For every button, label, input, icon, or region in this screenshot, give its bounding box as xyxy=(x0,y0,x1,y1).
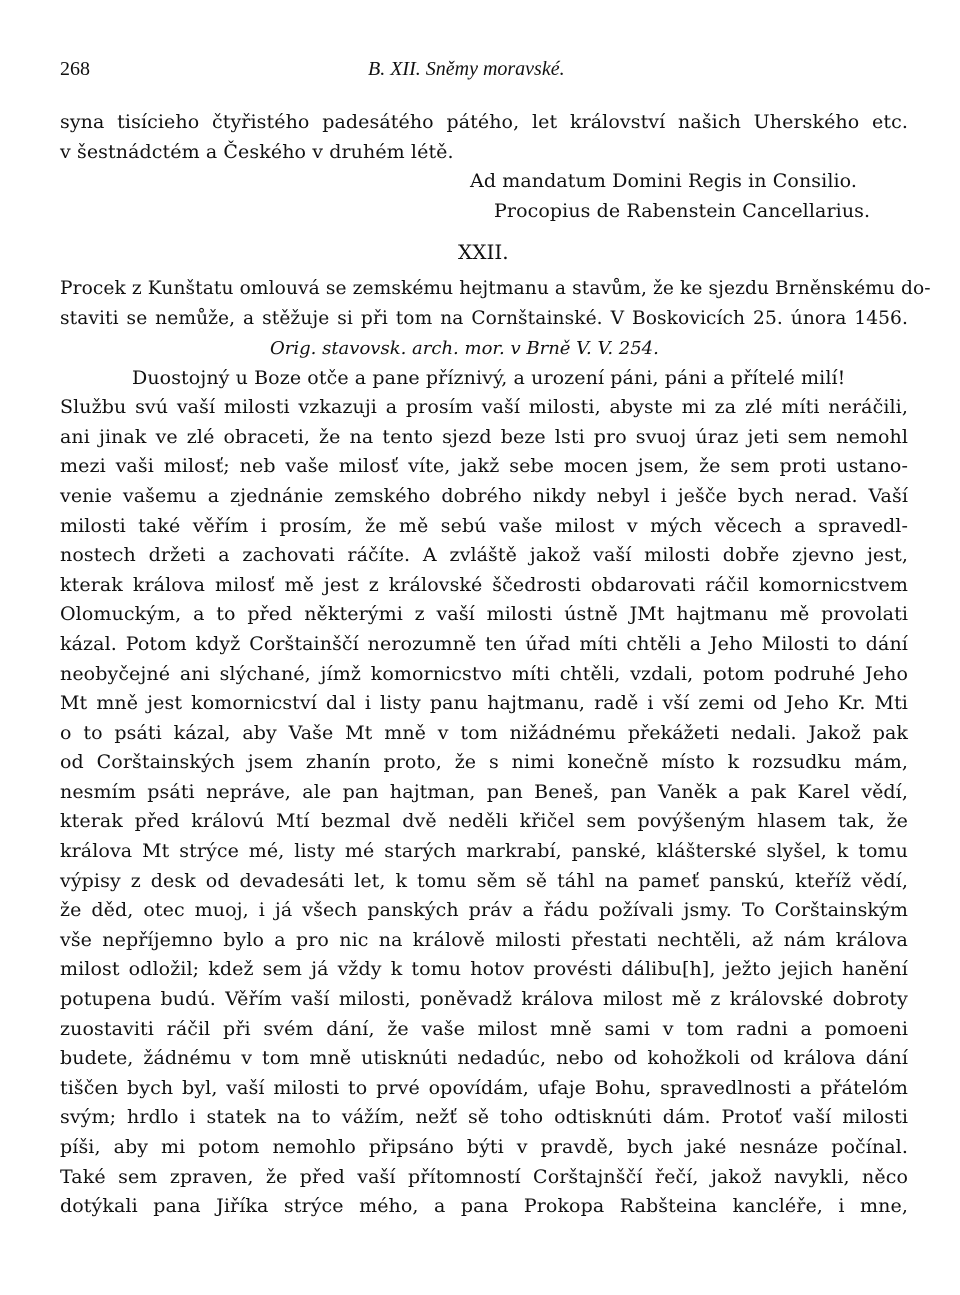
document-number: XXII. xyxy=(458,240,509,265)
text-line: svým; hrdlo i statek na to vážím, nežť sě toho odtisknúti dám. Protoť vaší milosti xyxy=(60,1106,908,1129)
text-line: o to psáti kázal, aby Vaše Mt mně v tom nižádnému překážeti nedali. Jakož pak xyxy=(60,721,908,744)
text-line: budete, žádnému v tom mně utisknúti nedadúc, nebo od kohožkoli od králova dání xyxy=(60,1047,908,1070)
text-line: venie vašemu a zjednánie zemského dobrého nikdy nebyl i ješče bych nerad. Vaší xyxy=(60,484,908,507)
source-citation: Orig. stavovsk. arch. mor. v Brně V. V. 254. xyxy=(270,337,659,359)
text-line: píši, aby mi potom nemohlo připsáno býti v pravdě, bych jaké nesnáze počínal. xyxy=(60,1136,908,1158)
signature-line: Ad mandatum Domini Regis in Consilio. xyxy=(470,170,858,193)
regest xyxy=(60,274,931,333)
text-line: syna tisícieho čtyřistého padesátého pátého, let království našich Uherského etc. xyxy=(60,111,908,133)
text-line: milosti také věřím i prosím, že mě sebú vaše milost v mých věcech a spravedl- xyxy=(60,514,908,537)
text-line: kterak před královú Mtí bezmal dvě neděli křičel sem povýšeným hlasem tak, že xyxy=(60,810,908,833)
text-line: králova Mt strýce mé, listy mé starých markrabí, panské, klášterské slyšel, k tomu xyxy=(60,840,908,863)
salutation: Duostojný u Boze otče a pane příznivý, a urození páni, páni a přítelé milí! xyxy=(132,366,846,389)
text-line: zuostaviti ráčil při svém dání, že vaše milost mně sami v tom radni a pomoeni xyxy=(60,1017,908,1040)
text-line: Také sem zpraven, že před vaší přítomností Corštajnščí řečí, jakož navykli, něco xyxy=(60,1165,908,1188)
running-title: B. XII. Sněmy moravské. xyxy=(368,58,565,80)
text-line: mezi vaši milosť; neb vaše milosť víte, jakž sebe mocen jsem, že sem proti ustano- xyxy=(60,455,908,478)
letter-body xyxy=(60,393,908,1222)
text-line: výpisy z desk od devadesáti let, k tomu sěm sě táhl na pameť panskú, kteříž vědí, xyxy=(60,869,908,892)
text-line: vše nepříjemno bylo a pro nic na králově milosti přestati nechtěli, až nám králova xyxy=(60,928,908,951)
text-line: kterak králova milosť mě jest z královské ščedrosti obdarovati ráčil komornicstvem xyxy=(60,573,908,596)
running-head xyxy=(60,52,908,88)
text-line: v šestnádctém a Českého v druhém létě. xyxy=(60,140,454,163)
text-line: kázal. Potom když Corštainščí nerozumně ten úřad míti chtěli a Jeho Milosti to dání xyxy=(60,632,908,655)
text-line: že děd, otec muoj, i já všech panských práv a řádu požívali jsmy. To Corštainským xyxy=(60,899,908,922)
signature-line: Procopius de Rabenstein Cancellarius. xyxy=(494,199,871,222)
text-line: Mt mně jest komornicství dal i listy panu hajtmanu, radě i vší zemi od Jeho Kr. Mti xyxy=(60,692,908,715)
text-line: ani jinak ve zlé obraceti, že na tento sjezd beze lsti pro svuoj úraz jeti sem nemohl xyxy=(60,425,908,448)
text-line: dotýkali pana Jiříka strýce mého, a pana Prokopa Rabšteina kancléře, i mne, xyxy=(60,1195,908,1218)
regest-line: staviti se nemůže, a stěžuje si při tom na Cornštainské. V Boskovicích 25. února 1456. xyxy=(60,307,908,329)
text-line: od Corštainských jsem zhanín proto, že s nimi konečně místo k rozsudku mám, xyxy=(60,751,908,774)
text-line: nostech držeti a zachovati ráčíte. A zvláště jakož vaší milosti dobře zjevno jest, xyxy=(60,544,908,567)
text-line: milost odložil; kdež sem já vždy k tomu hotov provésti dálibu[h], ježto jejich hanění xyxy=(60,958,908,981)
text-line: neobyčejné ani slýchané, jímž komornicstvo míti chtěli, vzdali, potom podruhé Jeho xyxy=(60,662,908,685)
book-page xyxy=(60,52,931,1222)
page-number: 268 xyxy=(60,58,90,80)
regest-line: Procek z Kunštatu omlouvá se zemskému hejtmanu a stavům, že ke sjezdu Brněnskému do- xyxy=(60,278,931,300)
text-line: potupena budú. Věřím vaší milosti, poněvadž králova milost mě z královské dobroty xyxy=(60,988,908,1011)
text-line: Službu svú vaší milosti vzkazuji a prosím vaší milosti, abyste mi za zlé míti neráčili, xyxy=(60,396,908,419)
text-line: Olomuckým, a to před některými z vaší milosti ústně JMt hajtmanu mě provolati xyxy=(60,603,908,626)
text-line: nesmím psáti nepráve, ale pan hajtman, pan Beneš, pan Vaněk a pak Karel vědí, xyxy=(60,780,908,803)
text-line: tiščen bych byl, vaší milosti to prvé opovídám, ufaje Bohu, spravedlnosti a přátelóm xyxy=(60,1076,908,1099)
page-body xyxy=(60,108,931,1222)
